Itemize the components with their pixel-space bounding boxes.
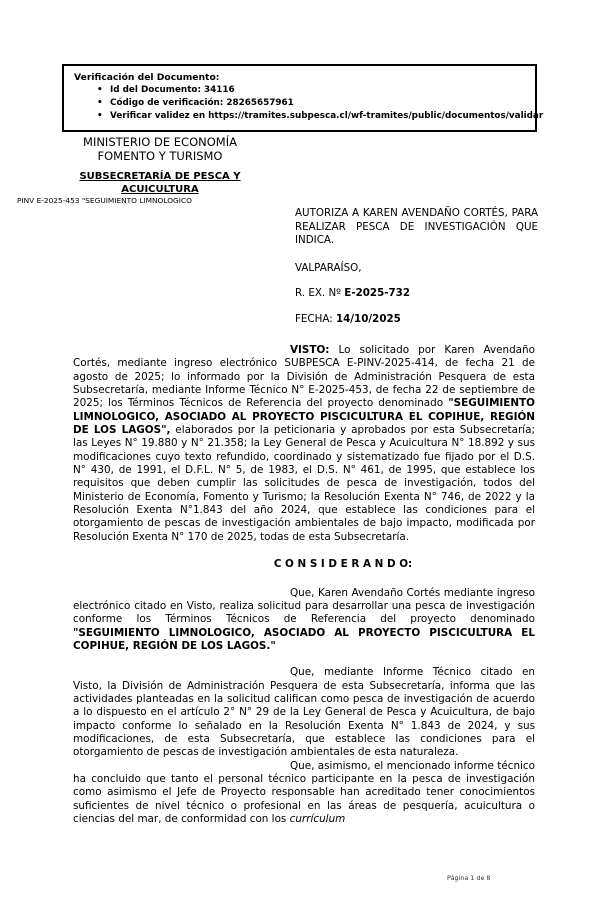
visto-paragraph (73, 344, 535, 544)
resolution-subject: AUTORIZA A KAREN AVENDAÑO CORTÉS, PARA REALIZAR PESCA DE INVESTIGACIÓN QUE INDICA. (295, 207, 538, 246)
verification-box (62, 64, 544, 132)
verification-item-url: • Verificar validez en https://tramites.subpesca.cl/wf-tramites/public/documentos/validar (110, 110, 529, 123)
considerando-p3-text: Que, asimismo, el mencionado informe técnico ha concluido que tanto el personal técnico participante en la pesca de investigación como asimismo el Jefe de Proyecto responsable han acreditado tener conocimientos suficientes de nivel técnico o profesional en las áreas de pesquería, acuicultura o ciencias del mar, de conformidad con los (73, 759, 535, 825)
considerando-paragraph-3 (73, 760, 535, 827)
resolution-number-label: R. EX. Nº (295, 287, 345, 299)
visto-text-before: Lo solicitado por Karen Avendaño Cortés, mediante ingreso electrónico SUBPESCA E-PINV-2025-414, de fecha 21 de agosto de 2025; lo informado por la División de Administración Pesquera de esta Subsecretaría, mediante Informe Técnico N° E-2025-453, de fecha 22 de septiembre de 2025; los Términos Técnicos de Referencia del proyecto denominado (73, 344, 535, 410)
project-reference: PINV E-2025-453 "SEGUIMIENTO LIMNOLOGICO (17, 196, 192, 205)
resolution-city: VALPARAÍSO, (295, 261, 362, 274)
considerando-p3-italic-term: currículum (289, 813, 346, 825)
letterhead (40, 135, 280, 196)
considerando-heading: C O N S I D E R A N D O: (273, 558, 413, 571)
visto-label: VISTO: (290, 344, 330, 356)
page-number-indicator: Página 1 de 8 (447, 874, 491, 882)
considerando-paragraph-2: Que, mediante Informe Técnico citado en Visto, la División de Administración Pesquera de esta Subsecretaría, informa que las actividades planteadas en la solicitud califican como pesca de investigación de acuerdo a lo dispuesto en el artículo 2° N° 29 de la Ley General de Pesca y Acuicultura, de bajo impacto conforme lo señalado en la Resolución Exenta N° 1.843 de 2024, y sus modificaciones, de esta Subsecretaría, que establece las condiciones para el otorgamiento de pescas de investigación ambientales de esta naturaleza. (73, 666, 535, 759)
resolution-number-value: E-2025-732 (344, 287, 411, 299)
resolution-header (295, 207, 538, 326)
ministry-name-line1: MINISTERIO DE ECONOMÍA (83, 135, 237, 149)
resolution-date-value: 14/10/2025 (335, 312, 401, 325)
resolution-number-line (295, 287, 538, 301)
ministry-name-line2: FOMENTO Y TURISMO (97, 149, 223, 163)
visto-text-after: elaborados por la peticionaria y aprobados por esta Subsecretaría; las Leyes N° 19.880 y N° 21.358; la Ley General de Pesca y Acuicultura N° 18.892 y sus modificaciones cuyo texto refundido, coordinado y sistematizado fue fijado por el D.S. N° 430, de 1991, el D.F.L. N° 5, de 1983, el D.S. N° 461, de 1995, que establece los requisitos que deben cumplir las solicitudes de pesca de investigación, todos del Ministerio de Economía, Fomento y Turismo; la Resolución Exenta N° 746, de 2022 y la Resolución Exenta N°1.843 del año 2024, que establece las condiciones para el otorgamiento de pescas de investigación ambientales de bajo impacto, modificada por Resolución Exenta N° 170 de 2025, todas de esta Subsecretaría. (73, 424, 535, 543)
considerando-p1-text: Que, Karen Avendaño Cortés mediante ingreso electrónico citado en Visto, realiza solicitud para desarrollar una pesca de investigación conforme los Términos Técnicos de Referencia del proyecto denominado (73, 586, 535, 626)
verification-list (74, 84, 544, 123)
verification-item-document-id: • Id del Documento: 34116 (110, 84, 529, 97)
verification-title: Verificación del Documento: (74, 72, 220, 83)
resolution-date-line (295, 313, 538, 327)
resolution-date-label: FECHA: (295, 312, 336, 325)
considerando-p1-project-name: "SEGUIMIENTO LIMNOLOGICO, ASOCIADO AL PROYECTO PISCICULTURA EL COPIHUE, REGIÓN DE LOS LAGOS." (73, 626, 535, 652)
subsecretaria-title: SUBSECRETARÍA DE PESCA Y ACUICULTURA (79, 171, 241, 195)
considerando-paragraph-1 (73, 587, 535, 654)
verification-item-code: • Código de verificación: 28265657961 (110, 97, 529, 110)
visto-project-name: "SEGUIMIENTO LIMNOLOGICO, ASOCIADO AL PROYECTO PISCICULTURA EL COPIHUE, REGIÓN DE LOS LAGOS", (73, 397, 535, 437)
resolution-body (73, 344, 535, 826)
